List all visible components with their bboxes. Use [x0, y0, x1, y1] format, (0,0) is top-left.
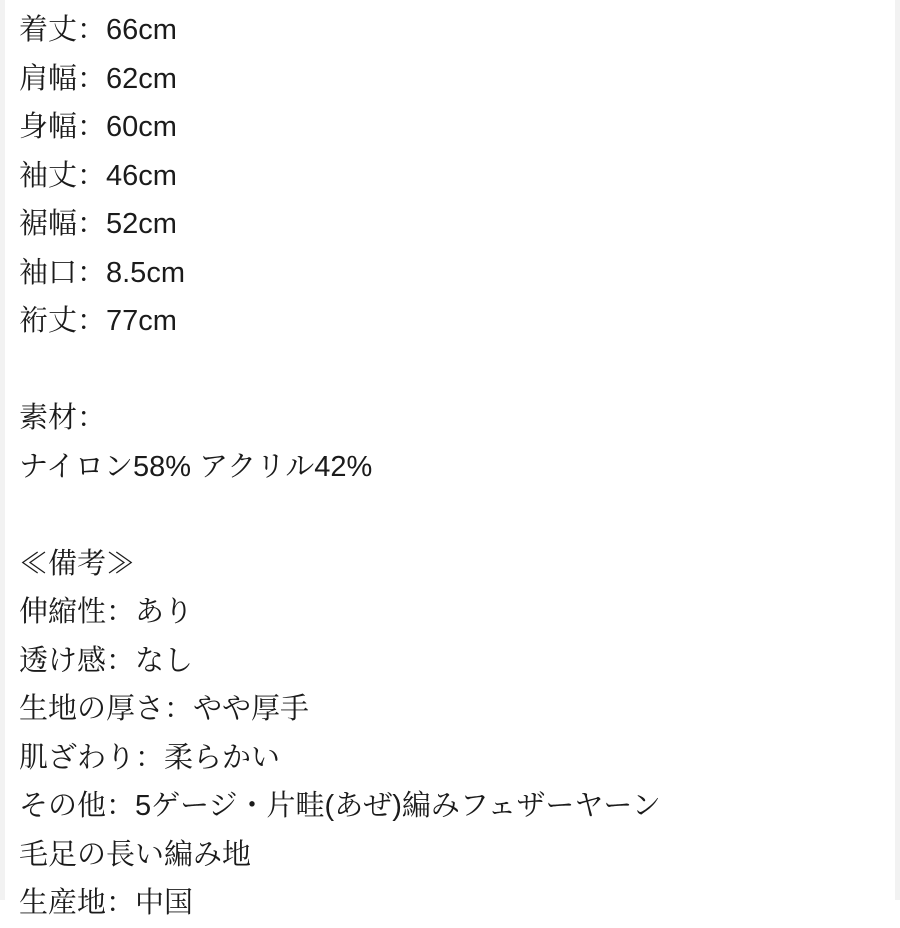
spacer — [19, 491, 890, 540]
note-line-fabric-thickness: 生地の厚さ：やや厚手 — [19, 693, 310, 725]
note-line-country-of-origin: 生産地：中国 — [19, 887, 194, 919]
material-heading: 素材： — [19, 402, 107, 434]
spec-line-yuki-length: 裄丈：77cm — [19, 305, 177, 337]
note-line-knit-detail: 毛足の長い編み地 — [19, 838, 252, 871]
material-composition: ナイロン58% アクリル42% — [19, 450, 373, 483]
spec-line-cuff: 袖口：8.5cm — [19, 256, 185, 289]
spec-line-shoulder-width: 肩幅：62cm — [19, 62, 177, 95]
note-line-sheerness: 透け感：なし — [19, 644, 194, 677]
note-line-other: その他：5ゲージ・片畦(あぜ)編みフェザーヤーン — [19, 790, 661, 822]
spec-line-hem-width: 裾幅：52cm — [19, 208, 177, 240]
note-line-texture: 肌ざわり：柔らかい — [19, 741, 281, 774]
notes-heading: ≪備考≫ — [19, 547, 136, 580]
note-line-stretch: 伸縮性：あり — [19, 596, 194, 628]
spec-line-sleeve-length: 袖丈：46cm — [19, 159, 177, 192]
spec-line-body-width: 身幅：60cm — [19, 111, 177, 143]
spec-line-length: 着丈：66cm — [19, 14, 177, 46]
spacer — [19, 346, 890, 395]
